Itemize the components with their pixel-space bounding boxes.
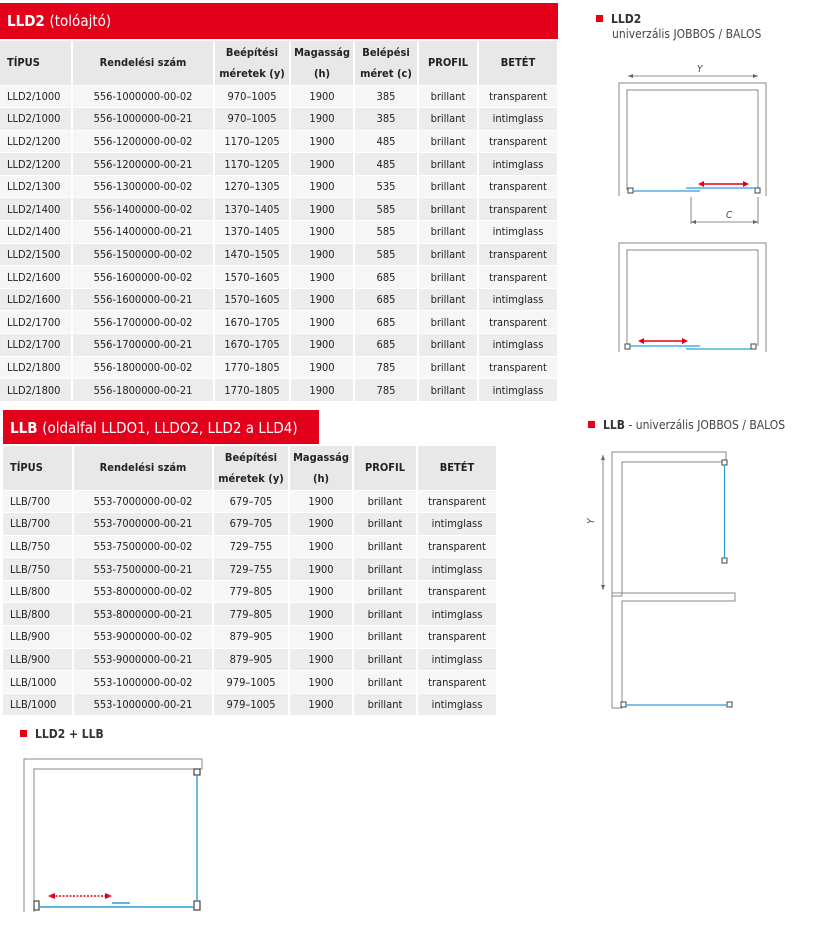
table-cell: brillant [353, 626, 417, 649]
table-cell: 385 [354, 108, 418, 131]
table-cell: transparent [478, 175, 558, 198]
llb-dim-y: Y [586, 518, 597, 524]
llb-diagram-label [588, 418, 785, 433]
table-cell: 585 [354, 198, 418, 221]
table-cell: 1570–1605 [214, 266, 290, 289]
table-cell: brillant [353, 558, 417, 581]
table-cell: 556-1300000-00-02 [72, 175, 214, 198]
table-cell: 553-7000000-00-02 [73, 490, 213, 513]
table-cell: brillant [353, 671, 417, 694]
table-cell: brillant [418, 130, 478, 153]
table-cell: 1900 [290, 356, 354, 379]
table-row [3, 558, 497, 581]
table-cell: 1900 [289, 580, 353, 603]
table-cell: 556-1400000-00-21 [72, 221, 214, 244]
lld2-dim-y: Y [697, 64, 703, 75]
table-cell: brillant [353, 693, 417, 715]
table-cell: LLB/750 [3, 535, 73, 558]
table-cell: intimglass [417, 603, 497, 626]
table-cell: 1900 [290, 288, 354, 311]
table-cell: 1900 [290, 85, 354, 108]
table-cell: 1470–1505 [214, 243, 290, 266]
table-cell: 1370–1405 [214, 198, 290, 221]
lld2-col-height: Magasság (h) [290, 41, 354, 85]
table-cell: 556-1700000-00-02 [72, 311, 214, 334]
table-cell: 553-1000000-00-02 [73, 671, 213, 694]
llb-table-body [3, 490, 497, 715]
table-cell: transparent [478, 356, 558, 379]
table-cell: 679–705 [213, 513, 289, 536]
table-cell: LLD2/1700 [0, 334, 72, 357]
table-cell: transparent [417, 626, 497, 649]
table-cell: 485 [354, 153, 418, 176]
table-cell: transparent [478, 266, 558, 289]
table-cell: 785 [354, 379, 418, 401]
table-row [3, 693, 497, 715]
table-cell: 1900 [290, 153, 354, 176]
llb-diagram-bottom [612, 593, 735, 708]
table-cell: LLD2/1700 [0, 311, 72, 334]
table-cell: LLD2/1200 [0, 130, 72, 153]
table-cell: 1900 [290, 243, 354, 266]
table-cell: brillant [418, 198, 478, 221]
table-cell: transparent [478, 311, 558, 334]
table-cell: 1900 [289, 648, 353, 671]
table-cell: LLB/800 [3, 603, 73, 626]
table-cell: 556-1600000-00-02 [72, 266, 214, 289]
table-cell: 779–805 [213, 603, 289, 626]
table-cell: LLD2/1400 [0, 198, 72, 221]
table-cell: transparent [478, 243, 558, 266]
table-cell: 556-1700000-00-21 [72, 334, 214, 357]
table-cell: brillant [418, 334, 478, 357]
table-cell: brillant [418, 175, 478, 198]
table-cell: LLD2/1200 [0, 153, 72, 176]
table-cell: brillant [418, 243, 478, 266]
table-cell: LLB/1000 [3, 671, 73, 694]
table-cell: LLB/1000 [3, 693, 73, 715]
combo-label-text: LLD2 + LLB [35, 727, 104, 741]
table-cell: 685 [354, 266, 418, 289]
table-cell: 970–1005 [214, 85, 290, 108]
table-cell: LLB/900 [3, 626, 73, 649]
lld2-col-profile: PROFIL [418, 41, 478, 85]
table-cell: 556-1800000-00-02 [72, 356, 214, 379]
table-cell: 1670–1705 [214, 311, 290, 334]
table-cell: 1900 [290, 198, 354, 221]
table-cell: brillant [418, 221, 478, 244]
table-cell: brillant [418, 85, 478, 108]
table-cell: intimglass [478, 334, 558, 357]
table-cell: LLB/750 [3, 558, 73, 581]
table-cell: 1900 [289, 603, 353, 626]
table-cell: 1900 [289, 626, 353, 649]
table-cell: 879–905 [213, 648, 289, 671]
table-cell: 1900 [289, 513, 353, 536]
llb-col-height: Magasság (h) [289, 446, 353, 490]
lld2-col-order: Rendelési szám [72, 41, 214, 85]
table-cell: 556-1000000-00-21 [72, 108, 214, 131]
llb-table [3, 446, 498, 715]
table-cell: 553-9000000-00-21 [73, 648, 213, 671]
table-cell: LLD2/1000 [0, 108, 72, 131]
table-cell: 585 [354, 243, 418, 266]
table-row [3, 671, 497, 694]
table-cell: 553-7500000-00-02 [73, 535, 213, 558]
table-cell: LLD2/1600 [0, 266, 72, 289]
table-cell: intimglass [478, 153, 558, 176]
table-cell: transparent [478, 130, 558, 153]
table-cell: 556-1800000-00-21 [72, 379, 214, 401]
table-row [3, 603, 497, 626]
table-cell: 685 [354, 311, 418, 334]
table-cell: 553-7500000-00-21 [73, 558, 213, 581]
llb-diagram-name: LLB [603, 418, 625, 432]
table-cell: 679–705 [213, 490, 289, 513]
table-cell: 1270–1305 [214, 175, 290, 198]
table-row [3, 535, 497, 558]
table-cell: 553-1000000-00-21 [73, 693, 213, 715]
table-cell: 585 [354, 221, 418, 244]
table-cell: 785 [354, 356, 418, 379]
table-row [3, 580, 497, 603]
table-row [3, 513, 497, 536]
table-cell: 1370–1405 [214, 221, 290, 244]
table-cell: 1570–1605 [214, 288, 290, 311]
table-cell: 556-1200000-00-02 [72, 130, 214, 153]
table-cell: 1900 [290, 379, 354, 401]
table-cell: 1900 [289, 671, 353, 694]
llb-col-install: Beépítési méretek (y) [213, 446, 289, 490]
table-cell: intimglass [478, 221, 558, 244]
table-cell: brillant [418, 356, 478, 379]
table-cell: 729–755 [213, 558, 289, 581]
table-cell: brillant [353, 603, 417, 626]
lld2-diagram-bottom [619, 243, 766, 352]
table-cell: brillant [353, 535, 417, 558]
table-cell: 1900 [290, 334, 354, 357]
table-cell: brillant [418, 379, 478, 401]
table-cell: intimglass [417, 558, 497, 581]
table-cell: 553-8000000-00-02 [73, 580, 213, 603]
llb-col-profile: PROFIL [353, 446, 417, 490]
table-cell: 1900 [289, 490, 353, 513]
table-cell: 1900 [290, 108, 354, 131]
table-cell: brillant [418, 311, 478, 334]
llb-subtitle: (oldalfal LLDO1, LLDO2, LLD2 a LLD4) [42, 419, 298, 437]
table-cell: 1900 [290, 175, 354, 198]
table-cell: 553-8000000-00-21 [73, 603, 213, 626]
llb-diagram-top [586, 452, 727, 596]
table-cell: 1770–1805 [214, 356, 290, 379]
table-cell: 1670–1705 [214, 334, 290, 357]
table-cell: LLD2/1000 [0, 85, 72, 108]
table-cell: intimglass [417, 648, 497, 671]
table-cell: 685 [354, 334, 418, 357]
table-cell: 553-9000000-00-02 [73, 626, 213, 649]
table-cell: transparent [417, 580, 497, 603]
table-cell: 729–755 [213, 535, 289, 558]
table-cell: brillant [418, 288, 478, 311]
combo-diagram [24, 759, 202, 912]
table-cell: LLB/700 [3, 490, 73, 513]
table-cell: 556-1400000-00-02 [72, 198, 214, 221]
table-cell: brillant [353, 648, 417, 671]
table-cell: intimglass [478, 288, 558, 311]
llb-col-glass: BETÉT [417, 446, 497, 490]
table-row [3, 626, 497, 649]
table-cell: 1900 [289, 558, 353, 581]
table-cell: 779–805 [213, 580, 289, 603]
lld2-col-glass: BETÉT [478, 41, 558, 85]
table-cell: 685 [354, 288, 418, 311]
table-cell: 1900 [289, 535, 353, 558]
table-cell: brillant [353, 513, 417, 536]
table-cell: intimglass [478, 108, 558, 131]
table-cell: transparent [417, 671, 497, 694]
table-cell: 1900 [290, 221, 354, 244]
table-cell: 1900 [289, 693, 353, 715]
table-cell: transparent [417, 490, 497, 513]
lld2-col-type: TÍPUS [0, 41, 72, 85]
table-cell: LLD2/1400 [0, 221, 72, 244]
table-cell: brillant [418, 266, 478, 289]
table-cell: LLB/700 [3, 513, 73, 536]
table-cell: 1770–1805 [214, 379, 290, 401]
table-cell: LLD2/1800 [0, 356, 72, 379]
table-cell: 556-1000000-00-02 [72, 85, 214, 108]
table-cell: brillant [353, 490, 417, 513]
table-cell: brillant [418, 153, 478, 176]
llb-col-order: Rendelési szám [73, 446, 213, 490]
combo-label [20, 727, 104, 742]
table-cell: 979–1005 [213, 671, 289, 694]
table-cell: 556-1500000-00-02 [72, 243, 214, 266]
table-cell: 879–905 [213, 626, 289, 649]
table-row [3, 490, 497, 513]
lld2-diagram-sublabel: univerzális JOBBOS / BALOS [612, 27, 762, 41]
llb-diagram-sublabel: - univerzális JOBBOS / BALOS [628, 418, 786, 432]
llb-title-banner [3, 410, 319, 444]
lld2-dim-c: C [726, 210, 733, 221]
table-cell: LLD2/1800 [0, 379, 72, 401]
table-cell: 1900 [290, 266, 354, 289]
table-row [3, 648, 497, 671]
lld2-col-entry: Belépési méret (c) [354, 41, 418, 85]
table-cell: brillant [353, 580, 417, 603]
table-cell: 485 [354, 130, 418, 153]
table-cell: 970–1005 [214, 108, 290, 131]
table-cell: LLB/800 [3, 580, 73, 603]
lld2-col-install: Beépítési méretek (y) [214, 41, 290, 85]
table-cell: intimglass [417, 513, 497, 536]
table-cell: 1170–1205 [214, 153, 290, 176]
lld2-title: LLD2 [7, 12, 45, 30]
table-cell: 385 [354, 85, 418, 108]
table-cell: 1170–1205 [214, 130, 290, 153]
table-cell: intimglass [417, 693, 497, 715]
table-cell: transparent [417, 535, 497, 558]
table-cell: LLB/900 [3, 648, 73, 671]
table-cell: LLD2/1300 [0, 175, 72, 198]
lld2-diagram-name: LLD2 [611, 12, 642, 26]
red-square-icon [588, 421, 595, 428]
llb-title: LLB [10, 419, 38, 437]
red-square-icon [20, 730, 27, 737]
table-cell: 553-7000000-00-21 [73, 513, 213, 536]
table-cell: intimglass [478, 379, 558, 401]
table-cell: 1900 [290, 311, 354, 334]
table-cell: 535 [354, 175, 418, 198]
table-cell: 556-1600000-00-21 [72, 288, 214, 311]
llb-col-type: TÍPUS [3, 446, 73, 490]
table-cell: 556-1200000-00-21 [72, 153, 214, 176]
table-cell: 979–1005 [213, 693, 289, 715]
table-cell: 1900 [290, 130, 354, 153]
table-cell: transparent [478, 198, 558, 221]
table-cell: LLD2/1600 [0, 288, 72, 311]
table-cell: LLD2/1500 [0, 243, 72, 266]
table-cell: brillant [418, 108, 478, 131]
table-cell: transparent [478, 85, 558, 108]
lld2-subtitle: (tolóajtó) [49, 12, 112, 30]
